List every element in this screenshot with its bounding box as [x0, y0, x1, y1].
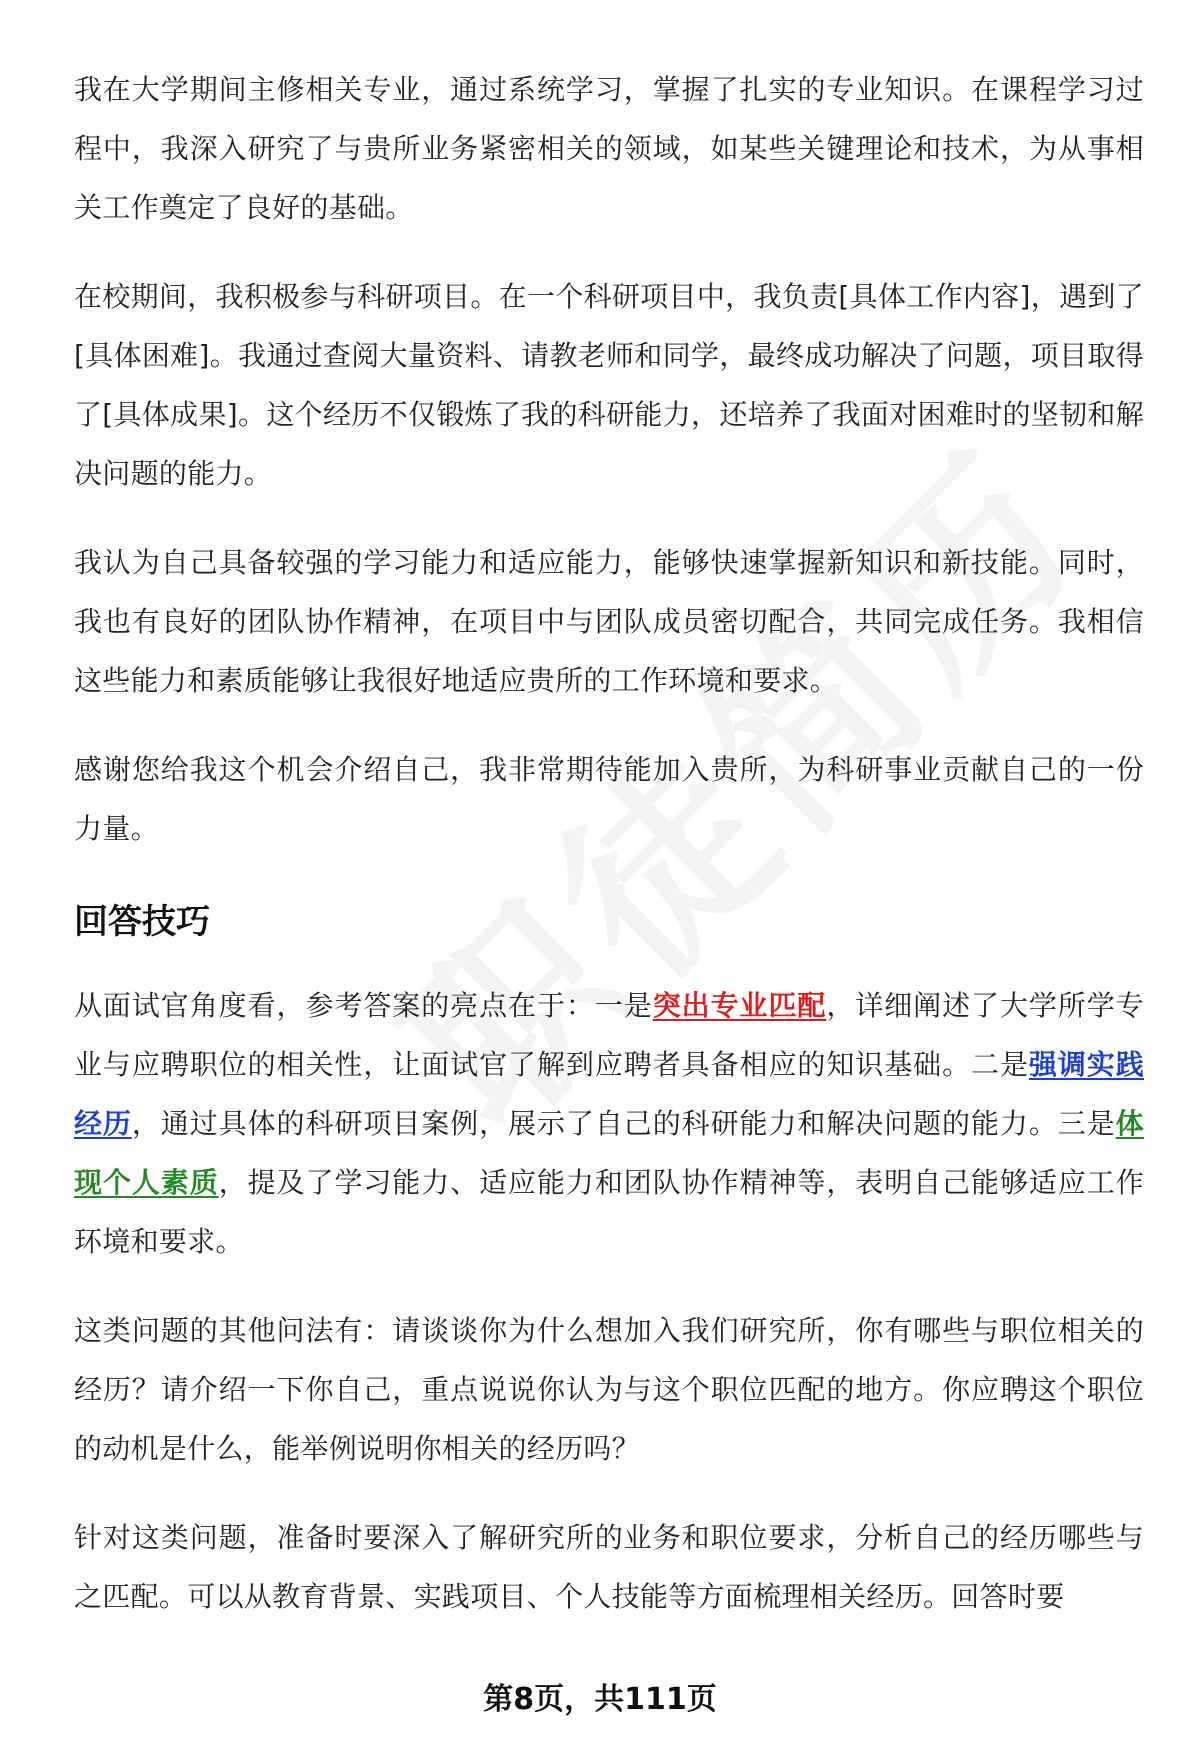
- tips-paragraph: [74, 976, 1144, 1271]
- answer-paragraph-4: 感谢您给我这个机会介绍自己，我非常期待能加入贵所，为科研事业贡献自己的一份力量。: [74, 753, 1144, 845]
- answer-paragraph-1: 我在大学期间主修相关专业，通过系统学习，掌握了扎实的专业知识。在课程学习过程中，我深入研究了与贵所业务紧密相关的领域，如某些关键理论和技术，为从事相关工作奠定了良好的基础。: [74, 73, 1144, 224]
- highlight-personal-quality: 体现个人素质: [74, 1107, 1144, 1199]
- tips-text-3: ，通过具体的科研项目案例，展示了自己的科研能力和解决问题的能力。三是: [131, 1107, 1116, 1140]
- tips-text-1: 从面试官角度看，参考答案的亮点在于：一是: [74, 989, 653, 1022]
- highlight-major-match: 突出专业匹配: [652, 989, 827, 1022]
- preparation-paragraph: 针对这类问题，准备时要深入了解研究所的业务和职位要求，分析自己的经历哪些与之匹配。可以从教育背景、实践项目、个人技能等方面梳理相关经历。回答时要: [74, 1521, 1144, 1613]
- section-heading: 回答技巧: [74, 902, 210, 942]
- page-footer: 第8页，共111页: [483, 1682, 717, 1717]
- tips-text-2: ，详细阐述了大学所学专业与应聘职位的相关性，让面试官了解到应聘者具备相应的知识基础。二是: [74, 989, 1144, 1081]
- highlight-practice-experience: 强调实践经历: [74, 1048, 1144, 1140]
- tips-text-4: ，提及了学习能力、适应能力和团队协作精神等，表明自己能够适应工作环境和要求。: [74, 1166, 1144, 1258]
- answer-paragraph-3: 我认为自己具备较强的学习能力和适应能力，能够快速掌握新知识和新技能。同时，我也有良好的团队协作精神，在项目中与团队成员密切配合，共同完成任务。我相信这些能力和素质能够让我很好地适应贵所的工作环境和要求。: [74, 546, 1144, 697]
- answer-paragraph-2: 在校期间，我积极参与科研项目。在一个科研项目中，我负责[具体工作内容]，遇到了[具体困难]。我通过查阅大量资料、请教老师和同学，最终成功解决了问题，项目取得了[具体成果]。这个经历不仅锻炼了我的科研能力，还培养了我面对困难时的坚韧和解决问题的能力。: [74, 280, 1144, 490]
- document-body: [74, 60, 1144, 1656]
- alternative-questions-paragraph: 这类问题的其他问法有：请谈谈你为什么想加入我们研究所，你有哪些与职位相关的经历？请介绍一下你自己，重点说说你认为与这个职位匹配的地方。你应聘这个职位的动机是什么，能举例说明你相关的经历吗？: [74, 1314, 1144, 1465]
